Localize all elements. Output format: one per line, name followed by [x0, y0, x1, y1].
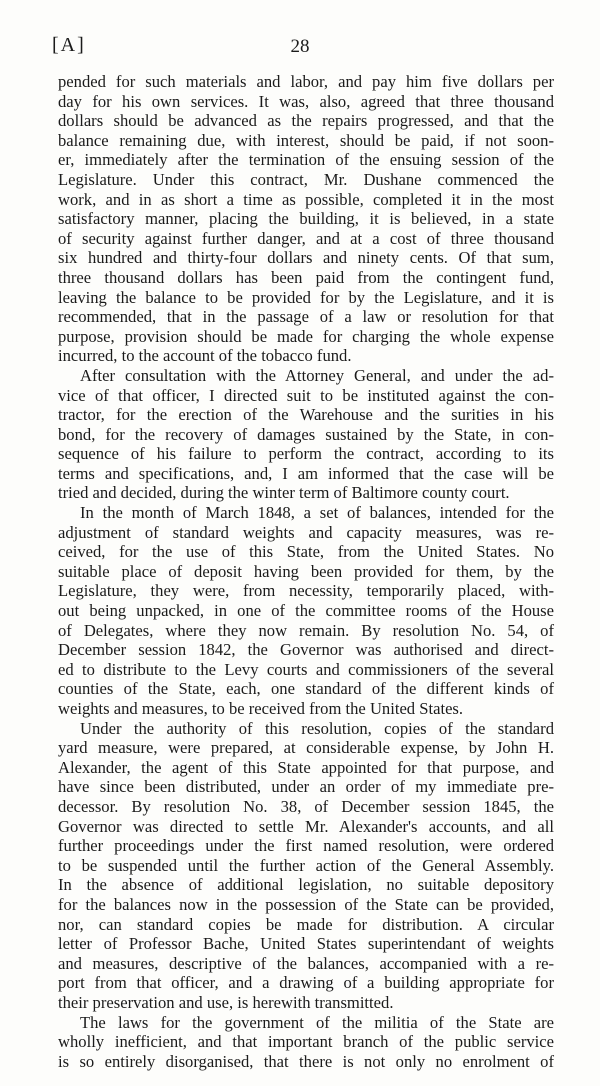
text-line: balance remaining due, with interest, should be paid, if not soon- — [58, 130, 554, 150]
text-line: In the absence of additional legislation, no suitable depository — [58, 875, 554, 895]
text-line: December session 1842, the Governor was authorised and direct- — [58, 640, 554, 660]
text-line: letter of Professor Bache, United States superintendant of weights — [58, 934, 554, 954]
text-line: purpose, provision should be made for charging the whole expense — [58, 326, 554, 346]
text-line: Under the authority of this resolution, copies of the standard — [80, 718, 554, 738]
text-line: In the month of March 1848, a set of balances, intended for the — [80, 503, 554, 523]
text-line: is so entirely disorganised, that there is not only no enrolment of — [58, 1051, 554, 1071]
body-text — [58, 72, 554, 1071]
text-line: day for his own services. It was, also, agreed that three thousand — [58, 91, 554, 111]
text-line: work, and in as short a time as possible, completed it in the most — [58, 189, 554, 209]
text-line: out being unpacked, in one of the committee rooms of the House — [58, 601, 554, 621]
text-line: er, immediately after the termination of the ensuing session of the — [58, 150, 554, 170]
text-line: for the balances now in the possession of the State can be provided, — [58, 894, 554, 914]
text-line: and measures, descriptive of the balances, accompanied with a re- — [58, 953, 554, 973]
text-line: ed to distribute to the Levy courts and commissioners of the several — [58, 659, 554, 679]
text-line: terms and specifications, and, I am informed that the case will be — [58, 463, 554, 483]
text-line: The laws for the government of the militia of the State are — [80, 1012, 554, 1032]
text-line: decessor. By resolution No. 38, of December session 1845, the — [58, 796, 554, 816]
text-line: three thousand dollars has been paid from the contingent fund, — [58, 267, 554, 287]
text-line: vice of that officer, I directed suit to be instituted against the con- — [58, 385, 554, 405]
text-line: weights and measures, to be received from the United States. — [58, 699, 464, 718]
text-line: sequence of his failure to perform the contract, according to its — [58, 444, 554, 464]
text-line: six hundred and thirty-four dollars and ninety cents. Of that sum, — [58, 248, 554, 268]
text-line: wholly inefficient, and that important branch of the public service — [58, 1032, 554, 1052]
text-line: After consultation with the Attorney General, and under the ad- — [80, 365, 554, 385]
text-line: adjustment of standard weights and capacity measures, was re- — [58, 522, 554, 542]
text-line: satisfactory manner, placing the building, it is believed, in a state — [58, 209, 554, 229]
paragraph — [58, 503, 554, 719]
paragraph — [58, 366, 554, 503]
text-line: leaving the balance to be provided for by the Legislature, and it is — [58, 287, 554, 307]
text-line: nor, can standard copies be made for distribution. A circular — [58, 914, 554, 934]
text-line: incurred, to the account of the tobacco fund. — [58, 346, 352, 366]
text-line: dollars should be advanced as the repairs progressed, and that the — [58, 111, 554, 131]
text-line: tried and decided, during the winter term of Baltimore county court. — [58, 483, 510, 503]
signature-mark: [A] — [52, 34, 86, 56]
text-line: Legislature. Under this contract, Mr. Dushane commenced the — [58, 169, 554, 189]
text-line: to be suspended until the further action of the General Assembly. — [58, 855, 554, 875]
page-header — [0, 34, 600, 64]
text-line: suitable place of deposit having been provided for them, by the — [58, 561, 554, 581]
text-line: bond, for the recovery of damages sustained by the State, in con- — [58, 424, 554, 444]
text-line: tractor, for the erection of the Warehouse and the surities in his — [58, 405, 554, 425]
text-line: their preservation and use, is herewith transmitted. — [58, 992, 394, 1012]
text-line: of Delegates, where they now remain. By resolution No. 54, of — [58, 620, 554, 640]
text-line: yard measure, were prepared, at considerable expense, by John H. — [58, 738, 554, 758]
text-line: recommended, that in the passage of a law or resolution for that — [58, 307, 554, 327]
text-line: have since been distributed, under an order of my immediate pre- — [58, 777, 554, 797]
text-line: of security against further danger, and at a cost of three thousand — [58, 228, 554, 248]
text-line: pended for such materials and labor, and pay him five dollars per — [58, 72, 554, 91]
text-line: Alexander, the agent of this State appointed for that purpose, and — [58, 757, 554, 777]
text-line: further proceedings under the first named resolution, were ordered — [58, 836, 554, 856]
text-line: counties of the State, each, one standard of the different kinds of — [58, 679, 554, 699]
text-line: Governor was directed to settle Mr. Alexander's accounts, and all — [58, 816, 554, 836]
paragraph — [58, 72, 554, 366]
page-number: 28 — [290, 36, 310, 57]
text-line: ceived, for the use of this State, from the United States. No — [58, 542, 554, 562]
paragraph — [58, 1013, 554, 1072]
text-line: port from that officer, and a drawing of a building appropriate for — [58, 973, 554, 993]
paragraph — [58, 719, 554, 1013]
text-line: Legislature, they were, from necessity, temporarily placed, with- — [58, 581, 554, 601]
